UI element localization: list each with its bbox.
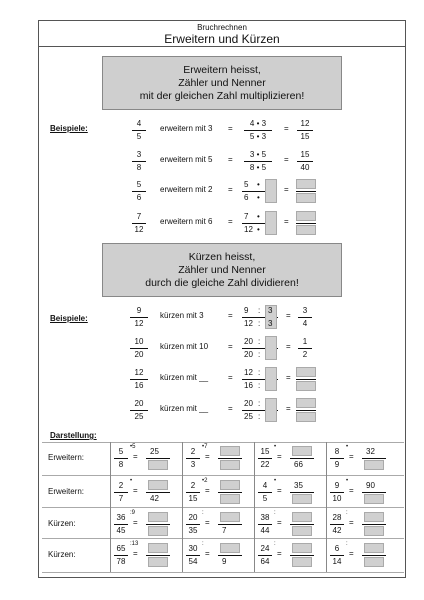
grid-line [326, 442, 327, 572]
divisor-blank [265, 367, 277, 391]
numerator: 20 [244, 399, 253, 408]
denominator: 12 [134, 225, 144, 234]
denominator: 5 [262, 494, 268, 503]
numerator: 9 [244, 306, 249, 315]
grid-line [42, 538, 404, 539]
equals-sign: = [133, 549, 138, 558]
fraction-bar [132, 161, 146, 162]
numerator: 4 [136, 119, 142, 128]
numerator: 3 [136, 150, 142, 159]
equals-sign: = [205, 486, 210, 495]
fraction-bar [244, 161, 272, 162]
divisor-blank [265, 398, 277, 422]
grid-line [42, 475, 404, 476]
task-fraction [186, 513, 200, 536]
denominator-blank [364, 557, 384, 567]
answer-numerator: 35 [294, 481, 303, 490]
numerator: 5 [244, 180, 249, 189]
result-fraction [298, 337, 312, 360]
equals-sign: = [284, 217, 289, 226]
equals-sign: = [228, 311, 233, 320]
denominator: 54 [188, 557, 198, 566]
denominator-blank [292, 557, 312, 567]
task-fraction [258, 513, 272, 536]
fraction-bar [218, 458, 242, 459]
equals-sign: = [277, 452, 282, 461]
denominator-blank [364, 494, 384, 504]
colon-sign: : [258, 381, 261, 390]
grid-line [42, 507, 404, 508]
numerator: 38 [260, 513, 270, 522]
fraction-bar [186, 524, 200, 525]
denominator-blank [296, 193, 316, 203]
denominator: 6 [244, 193, 249, 202]
numerator-blank [296, 367, 316, 377]
example-fraction [130, 337, 148, 360]
fraction-bar [244, 130, 272, 131]
fraction-bar [362, 458, 386, 459]
answer-denominator: 9 [222, 557, 227, 566]
grid-row-label: Erweitern: [48, 453, 85, 462]
fraction-bar [290, 524, 314, 525]
fraction-bar [114, 492, 128, 493]
operator-label: • [346, 478, 349, 484]
example-fraction [132, 150, 146, 173]
denominator: 2 [302, 350, 308, 359]
rule-box-kuerzen [102, 243, 342, 297]
numerator: 6 [334, 544, 340, 553]
colon-sign: : [258, 412, 261, 421]
grid-row-label: Erweitern: [48, 487, 85, 496]
grid-line [182, 442, 183, 572]
denominator: 7 [118, 494, 124, 503]
task-fraction [330, 447, 344, 470]
denominator: 40 [300, 163, 310, 172]
example-instruction: erweitern mit 6 [160, 217, 213, 226]
denominator-blank [292, 526, 312, 536]
equals-sign: = [284, 124, 289, 133]
task-fraction [186, 544, 200, 567]
result-fraction [297, 119, 313, 142]
fraction-bar [146, 555, 170, 556]
numerator-blank [220, 480, 240, 490]
grid-line [110, 442, 111, 572]
example-instruction: kürzen mit 10 [160, 342, 209, 351]
denominator-blank [148, 460, 168, 470]
equals-sign: = [286, 404, 291, 413]
equals-sign: = [205, 452, 210, 461]
numerator-blank [148, 543, 168, 553]
fraction-bar [330, 524, 344, 525]
numerator: 12 [244, 368, 253, 377]
rule-box-erweitern [102, 56, 342, 110]
fraction-bar [114, 555, 128, 556]
denominator: 15 [300, 132, 310, 141]
task-fraction [258, 481, 272, 504]
denominator: 9 [334, 460, 340, 469]
numerator: 65 [116, 544, 126, 553]
fraction-bar [186, 555, 200, 556]
numerator-blank [292, 446, 312, 456]
numerator: 20 [134, 399, 144, 408]
equals-sign: = [286, 373, 291, 382]
denominator-blank [364, 460, 384, 470]
numerator: 5 [118, 447, 124, 456]
multiplied-fraction [244, 150, 272, 173]
operator-label: :13 [130, 541, 139, 547]
colon-sign: : [258, 368, 261, 377]
multiplied-fraction [244, 119, 272, 142]
operator-label: •7 [202, 444, 208, 450]
numerator-blank [220, 446, 240, 456]
numerator: 5 [136, 180, 142, 189]
answer-denominator: 7 [222, 526, 227, 535]
denominator: 44 [260, 526, 270, 535]
divisor: 3 [268, 319, 273, 328]
equals-sign: = [228, 185, 233, 194]
numerator-blank [364, 543, 384, 553]
operator-label: •5 [130, 444, 136, 450]
fraction-bar [330, 458, 344, 459]
denominator-blank [296, 381, 316, 391]
numerator: 20 [188, 513, 198, 522]
numerator: 9 [136, 306, 142, 315]
numerator: 8 [334, 447, 340, 456]
fraction-bar [132, 223, 146, 224]
equals-sign: = [349, 549, 354, 558]
equals-sign: = [349, 518, 354, 527]
numerator-blank [148, 480, 168, 490]
beispiele-label-2: Beispiele: [50, 314, 88, 323]
rule-line: mit der gleichen Zahl multiplizieren! [139, 90, 305, 102]
fraction-bar [296, 410, 316, 411]
numerator-blank [220, 543, 240, 553]
numerator: 15 [260, 447, 270, 456]
numerator: 3 [302, 306, 308, 315]
numerator-blank [296, 398, 316, 408]
fraction-bar [362, 492, 386, 493]
denominator: 35 [188, 526, 198, 535]
answer-numerator: 90 [366, 481, 375, 490]
task-fraction [330, 481, 344, 504]
numerator: 2 [118, 481, 124, 490]
colon-sign: : [258, 399, 261, 408]
result-fraction [297, 150, 313, 173]
denominator: 20 [244, 350, 253, 359]
rule-line: Kürzen heisst, [188, 251, 256, 263]
numerator: 15 [300, 150, 310, 159]
equals-sign: = [133, 518, 138, 527]
fraction-bar [218, 524, 242, 525]
equals-sign: = [205, 549, 210, 558]
dot-sign: • [257, 212, 260, 221]
denominator-blank [220, 460, 240, 470]
example-instruction: erweitern mit 2 [160, 185, 213, 194]
dot-sign: • [257, 180, 260, 189]
denominator: 25 [244, 412, 253, 421]
equals-sign: = [228, 342, 233, 351]
fraction-bar [298, 348, 312, 349]
fraction-bar [132, 130, 146, 131]
fraction-bar [258, 458, 272, 459]
colon-sign: : [258, 319, 261, 328]
rule-line: Zähler und Nenner [178, 77, 266, 89]
operator-label: : [274, 510, 276, 516]
operator-label: :9 [130, 510, 136, 516]
fraction-bar [290, 492, 314, 493]
operator-label: • [274, 478, 277, 484]
denominator-blank [148, 557, 168, 567]
equals-sign: = [277, 486, 282, 495]
denominator: 6 [136, 193, 142, 202]
rule-line: Zähler und Nenner [178, 264, 266, 276]
colon-sign: : [258, 306, 261, 315]
numerator: 3 • 5 [249, 150, 267, 159]
operator-label: : [202, 510, 204, 516]
numerator: 10 [134, 337, 144, 346]
numerator: 30 [188, 544, 198, 553]
denominator: 15 [188, 494, 198, 503]
fraction-bar [130, 348, 148, 349]
denominator: 5 • 3 [249, 132, 267, 141]
fraction-bar [258, 555, 272, 556]
grid-line [254, 442, 255, 572]
equals-sign: = [228, 124, 233, 133]
fraction-bar [297, 130, 313, 131]
example-fraction [130, 306, 148, 329]
denominator-blank [220, 494, 240, 504]
example-instruction: erweitern mit 5 [160, 155, 213, 164]
example-instruction: erweitern mit 3 [160, 124, 213, 133]
result-fraction [298, 306, 312, 329]
task-fraction [330, 544, 344, 567]
fraction-bar [114, 458, 128, 459]
numerator: 2 [190, 447, 196, 456]
example-instruction: kürzen mit 3 [160, 311, 204, 320]
darstellung-label: Darstellung: [50, 431, 97, 440]
denominator: 12 [244, 319, 253, 328]
numerator: 7 [136, 212, 142, 221]
fraction-bar [130, 379, 148, 380]
denominator: 42 [332, 526, 342, 535]
equals-sign: = [286, 311, 291, 320]
grid-row-label: Kürzen: [48, 550, 76, 559]
example-fraction [132, 180, 146, 203]
equals-sign: = [349, 452, 354, 461]
example-instruction: kürzen mit __ [160, 373, 209, 382]
operator-label: • [130, 478, 133, 484]
denominator: 10 [332, 494, 342, 503]
fraction-bar [132, 191, 146, 192]
equals-sign: = [205, 518, 210, 527]
fraction-bar [297, 161, 313, 162]
task-fraction [186, 447, 200, 470]
denominator: 8 • 5 [249, 163, 267, 172]
grid-row-label: Kürzen: [48, 519, 76, 528]
numerator-blank [220, 512, 240, 522]
numerator: 12 [300, 119, 310, 128]
answer-numerator: 32 [366, 447, 375, 456]
fraction-bar [130, 317, 148, 318]
numerator: 4 [262, 481, 268, 490]
denominator: 16 [134, 381, 144, 390]
equals-sign: = [277, 549, 282, 558]
task-fraction [330, 513, 344, 536]
fraction-bar [258, 492, 272, 493]
fraction-bar [330, 492, 344, 493]
equals-sign: = [228, 217, 233, 226]
denominator-blank [296, 412, 316, 422]
colon-sign: : [258, 350, 261, 359]
numerator: 20 [244, 337, 253, 346]
operator-label: : [346, 510, 348, 516]
equals-sign: = [228, 373, 233, 382]
equals-sign: = [228, 404, 233, 413]
equals-sign: = [284, 155, 289, 164]
fraction-bar [218, 555, 242, 556]
fraction-bar [362, 524, 386, 525]
operator-label: •2 [202, 478, 208, 484]
fraction-bar [296, 223, 316, 224]
denominator-blank [292, 494, 312, 504]
denominator-blank [148, 526, 168, 536]
divisor-blank [265, 336, 277, 360]
example-fraction [132, 212, 146, 235]
denominator: 22 [260, 460, 270, 469]
fraction-bar [130, 410, 148, 411]
fraction-bar [146, 458, 170, 459]
fraction-bar [290, 458, 314, 459]
grid-line [42, 442, 404, 443]
fraction-bar [146, 492, 170, 493]
numerator: 12 [134, 368, 144, 377]
example-instruction: kürzen mit __ [160, 404, 209, 413]
numerator: 28 [332, 513, 342, 522]
worksheet-title: Erweitern und Kürzen [164, 32, 280, 46]
denominator: 16 [244, 381, 253, 390]
fraction-bar [290, 555, 314, 556]
equals-sign: = [277, 518, 282, 527]
operator-label: : [202, 541, 204, 547]
fraction-bar [298, 317, 312, 318]
fraction-bar [296, 379, 316, 380]
task-fraction [186, 481, 200, 504]
dot-sign: • [257, 193, 260, 202]
example-fraction [130, 368, 148, 391]
denominator: 3 [190, 460, 196, 469]
header-divider [38, 46, 406, 47]
fraction-bar [296, 191, 316, 192]
operator-label: : [274, 541, 276, 547]
numerator: 2 [190, 481, 196, 490]
denominator: 5 [136, 132, 142, 141]
fraction-bar [362, 555, 386, 556]
colon-sign: : [258, 337, 261, 346]
denominator-blank [364, 526, 384, 536]
task-fraction [114, 481, 128, 504]
denominator-blank [296, 225, 316, 235]
task-fraction [258, 447, 272, 470]
fraction-bar [186, 458, 200, 459]
numerator: 9 [334, 481, 340, 490]
task-fraction [114, 544, 128, 567]
denominator: 14 [332, 557, 342, 566]
equals-sign: = [133, 486, 138, 495]
denominator: 4 [302, 319, 308, 328]
equals-sign: = [286, 342, 291, 351]
denominator: 12 [244, 225, 253, 234]
example-fraction [130, 399, 148, 422]
answer-denominator: 42 [150, 494, 159, 503]
fraction-bar [146, 524, 170, 525]
example-fraction [132, 119, 146, 142]
denominator: 78 [116, 557, 126, 566]
operator-label: • [346, 444, 349, 450]
operator-label: : [346, 541, 348, 547]
equals-sign: = [349, 486, 354, 495]
task-fraction [114, 447, 128, 470]
denominator: 64 [260, 557, 270, 566]
denominator: 8 [118, 460, 124, 469]
fraction-bar [114, 524, 128, 525]
numerator-blank [148, 512, 168, 522]
worksheet-subtitle: Bruchrechnen [197, 23, 247, 32]
fraction-bar [186, 492, 200, 493]
rule-line: Erweitern heisst, [183, 64, 261, 76]
fraction-bar [330, 555, 344, 556]
rule-line: durch die gleiche Zahl dividieren! [145, 277, 299, 289]
numerator-blank [292, 512, 312, 522]
numerator-blank [296, 179, 316, 189]
denominator: 45 [116, 526, 126, 535]
denominator: 20 [134, 350, 144, 359]
fraction-bar [218, 492, 242, 493]
dot-sign: • [257, 225, 260, 234]
fraction-bar [258, 524, 272, 525]
task-fraction [114, 513, 128, 536]
numerator: 36 [116, 513, 126, 522]
equals-sign: = [284, 185, 289, 194]
answer-numerator: 25 [150, 447, 159, 456]
numerator-blank [364, 512, 384, 522]
denominator: 12 [134, 319, 144, 328]
denominator: 8 [136, 163, 142, 172]
operator-label: • [274, 444, 277, 450]
beispiele-label-1: Beispiele: [50, 124, 88, 133]
numerator: 4 • 3 [249, 119, 267, 128]
grid-line [42, 572, 404, 573]
numerator: 24 [260, 544, 270, 553]
equals-sign: = [133, 452, 138, 461]
numerator-blank [296, 211, 316, 221]
numerator: 1 [302, 337, 308, 346]
denominator: 25 [134, 412, 144, 421]
task-fraction [258, 544, 272, 567]
answer-denominator: 66 [294, 460, 303, 469]
divisor: 3 [268, 306, 273, 315]
numerator-blank [292, 543, 312, 553]
numerator: 7 [244, 212, 249, 221]
equals-sign: = [228, 155, 233, 164]
factor-blank [265, 211, 277, 235]
factor-blank [265, 179, 277, 203]
